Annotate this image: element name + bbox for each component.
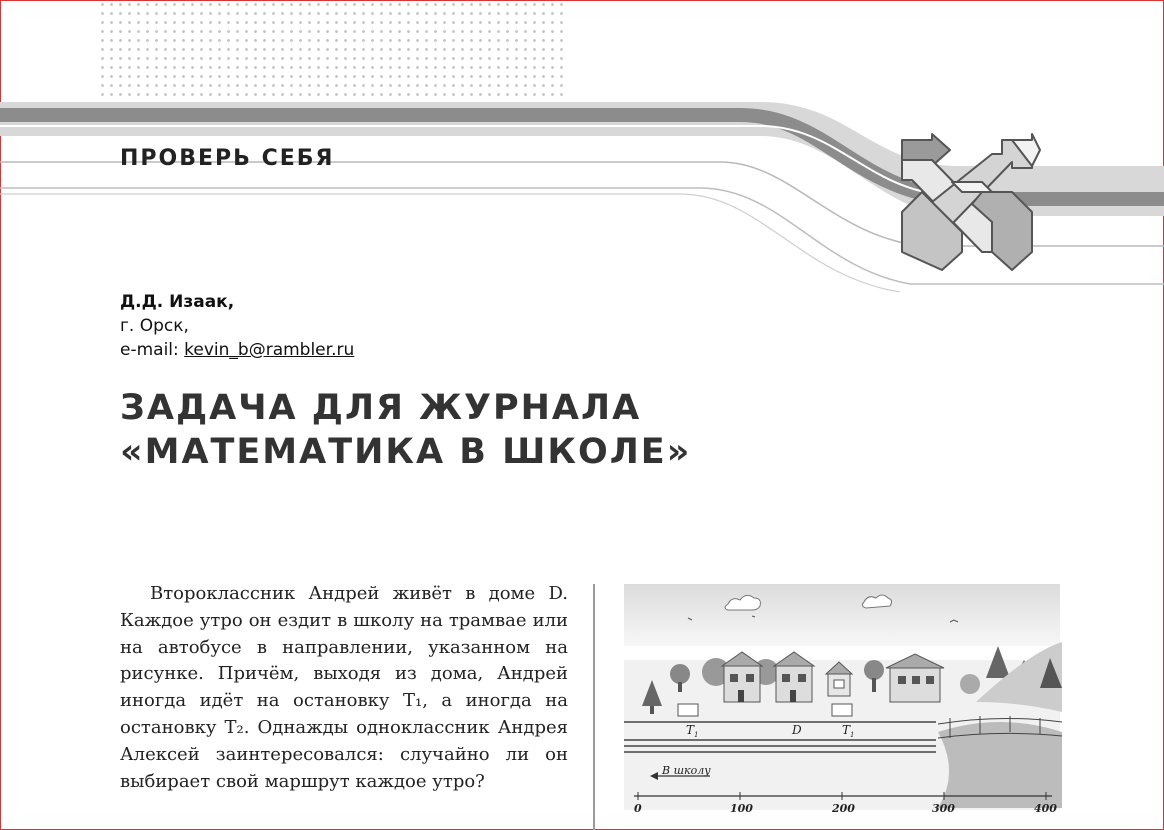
scale-tick-label: 0 xyxy=(634,802,642,815)
author-block xyxy=(120,292,354,360)
email-label: e-mail: xyxy=(120,340,179,360)
scale-tick-label: 100 xyxy=(730,802,753,815)
author-email-line xyxy=(120,340,354,360)
author-email-link[interactable]: kevin_b@rambler.ru xyxy=(184,340,355,360)
article-body: Второклассник Андрей живёт в доме D. Каждое утро он ездит в школу на трамвае или на автобусе в направлении, указанном на рисунке. Причём, выходя из дома, Андрей иногда идёт на остановку T₁, а иногда на остановку T₂. Однажды одноклассник Андрея Алексей заинтересовался: случайно ли он выбирает свой маршрут каждое утро? xyxy=(120,583,568,792)
article-title xyxy=(120,386,691,474)
scale-tick-label: 300 xyxy=(932,802,955,815)
scale-tick-label: 200 xyxy=(832,802,855,815)
column-divider xyxy=(593,584,595,830)
author-name: Д.Д. Изаак, xyxy=(120,292,235,312)
article-title-line-2: «МАТЕМАТИКА В ШКОЛЕ» xyxy=(120,432,692,472)
house-icon xyxy=(722,652,762,702)
route-illustration xyxy=(620,582,1066,818)
author-city: г. Орск, xyxy=(120,316,189,336)
stop-label-t1-left-sub: 1 xyxy=(694,731,699,739)
direction-label: В школу xyxy=(662,764,711,777)
house-label-d: D xyxy=(792,723,802,737)
stop-label-t1-left: T xyxy=(686,723,695,737)
scale-tick-label: 400 xyxy=(1034,802,1057,815)
stop-label-t1-right-sub: 1 xyxy=(850,731,855,739)
dot-pattern-decoration xyxy=(98,0,566,96)
article-title-line-1: ЗАДАЧА ДЛЯ ЖУРНАЛА xyxy=(120,388,642,428)
section-title: ПРОВЕРЬ СЕБЯ xyxy=(120,146,335,171)
stop-label-t1-right: T xyxy=(842,723,851,737)
sky xyxy=(624,584,1060,646)
crossing-arrows-logo xyxy=(892,132,1042,274)
house-icon xyxy=(774,652,814,702)
